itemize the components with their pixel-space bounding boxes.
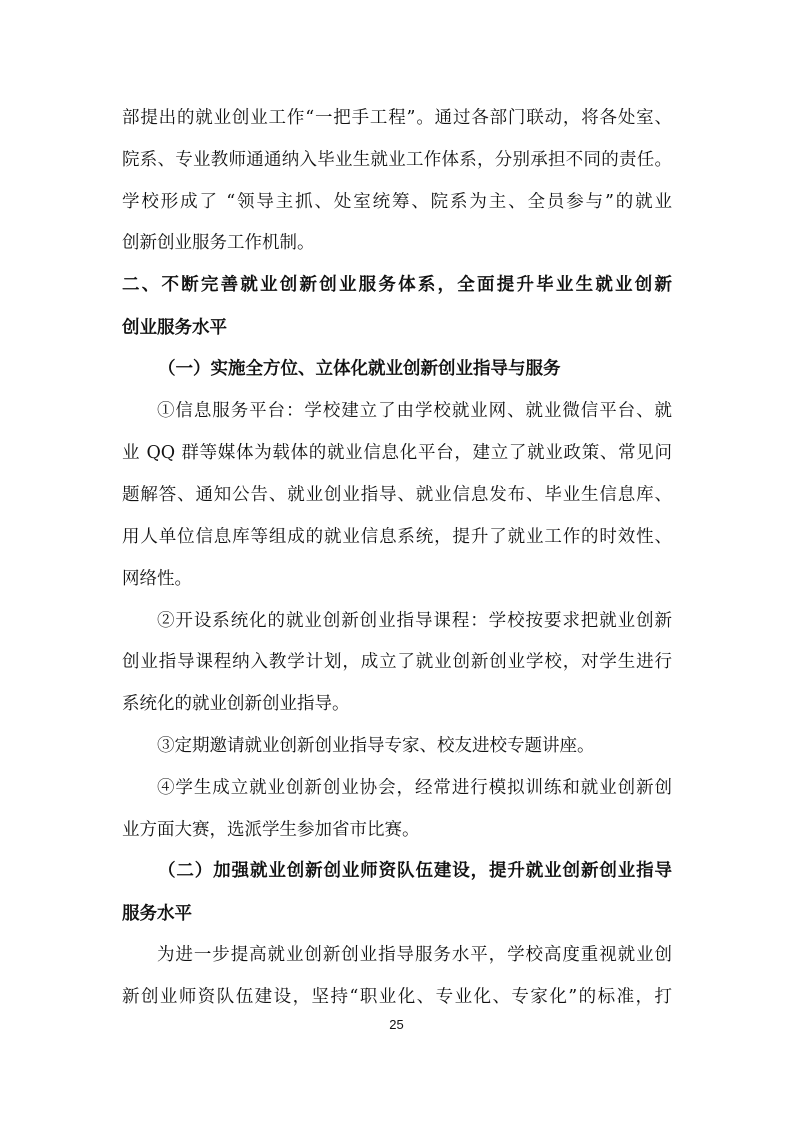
section-heading: 二、不断完善就业创新创业服务体系，全面提升毕业生就业创新 — [122, 275, 672, 295]
paragraph-line: 系统化的就业创新创业指导。 — [122, 694, 350, 714]
subsection-heading: （二）加强就业创新创业师资队伍建设，提升就业创新创业指导 — [158, 861, 672, 881]
paragraph-line: 题解答、通知公告、就业创业指导、就业信息发布、毕业生信息库、 — [122, 485, 672, 505]
paragraph-line: 新创业师资队伍建设，坚持“职业化、专业化、专家化”的标准，打 — [122, 987, 672, 1007]
subsection-heading: （一）实施全方位、立体化就业创新创业指导与服务 — [158, 359, 561, 379]
paragraph-line: 业方面大赛，选派学生参加省市比赛。 — [122, 820, 420, 840]
page-number: 25 — [389, 1017, 404, 1032]
paragraph-line: 业 QQ 群等媒体为载体的就业信息化平台，建立了就业政策、常见问 — [122, 443, 672, 463]
paragraph-line: 创业指导课程纳入教学计划，成立了就业创新创业学校，对学生进行 — [122, 652, 672, 672]
paragraph-line: 创新创业服务工作机制。 — [122, 233, 315, 253]
paragraph-line: ④学生成立就业创新创业协会，经常进行模拟训练和就业创新创 — [157, 778, 672, 798]
paragraph-line: 为进一步提高就业创新创业指导服务水平，学校高度重视就业创 — [157, 945, 672, 965]
section-heading: 创业服务水平 — [122, 318, 227, 338]
paragraph-line: 部提出的就业创业工作“一把手工程”。通过各部门联动，将各处室、 — [122, 108, 672, 128]
paragraph-line: 学校形成了 “领导主抓、处室统筹、院系为主、全员参与”的就业 — [122, 192, 672, 212]
subsection-heading: 服务水平 — [122, 904, 192, 924]
paragraph-line: ③定期邀请就业创新创业指导专家、校友进校专题讲座。 — [157, 736, 595, 756]
paragraph-line: 用人单位信息库等组成的就业信息系统，提升了就业工作的时效性、 — [122, 527, 672, 547]
paragraph-line: ②开设系统化的就业创新创业指导课程：学校按要求把就业创新 — [157, 611, 672, 631]
paragraph-line: ①信息服务平台：学校建立了由学校就业网、就业微信平台、就 — [157, 401, 672, 421]
paragraph-line: 院系、专业教师通通纳入毕业生就业工作体系，分别承担不同的责任。 — [122, 150, 672, 170]
paragraph-line: 网络性。 — [122, 569, 192, 589]
